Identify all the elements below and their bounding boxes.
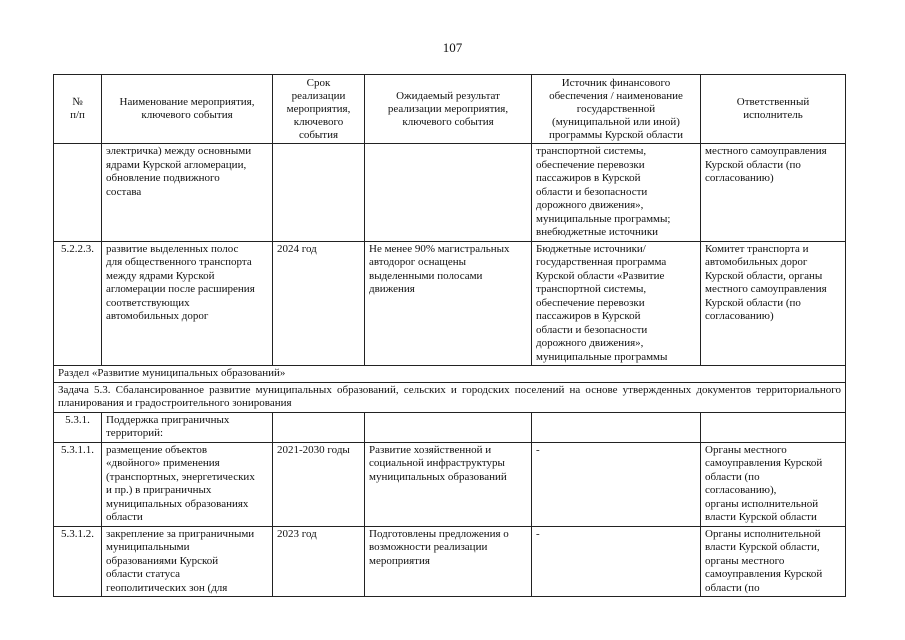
cell-term [273, 144, 365, 242]
task-title: Задача 5.3. Сбалансированное развитие муниципальных образований, сельских и городских поселений на основе утвержденных документов территориального планирования и градостроительного зонирования [54, 382, 846, 412]
cell-source: Бюджетные источники/ государственная программа Курской области «Развитие транспортной системы, обеспечение перевозки пассажиров в Курской области и безопасности дорожного движения», муниципальные программы [532, 241, 701, 366]
cell-num: 5.3.1.1. [54, 442, 102, 526]
measures-table [53, 74, 846, 597]
cell-num: 5.3.1. [54, 412, 102, 442]
cell-source: - [532, 526, 701, 597]
page-number: 107 [442, 40, 463, 55]
cell-result: Не менее 90% магистральных автодорог оснащены выделенными полосами движения [365, 241, 532, 366]
cell-num: 5.3.1.2. [54, 526, 102, 597]
cell-result [365, 144, 532, 242]
header-name: Наименование мероприятия, ключевого события [102, 75, 273, 144]
section-row [54, 366, 846, 383]
cell-source: транспортной системы, обеспечение перевозки пассажиров в Курской области и безопасности дорожного движения», муниципальные программы; внебюджетные источники [532, 144, 701, 242]
cell-source: - [532, 442, 701, 526]
cell-name: развитие выделенных полос для общественного транспорта между ядрами Курской агломерации после расширения соответствующих автомобильных дорог [102, 241, 273, 366]
cell-term: 2021-2030 годы [273, 442, 365, 526]
header-term: Срок реализации мероприятия, ключевого события [273, 75, 365, 144]
cell-term [273, 412, 365, 442]
header-executor: Ответственный исполнитель [701, 75, 846, 144]
task-row [54, 382, 846, 412]
cell-num [54, 144, 102, 242]
cell-term: 2024 год [273, 241, 365, 366]
cell-name: Поддержка приграничных территорий: [102, 412, 273, 442]
cell-name: закрепление за приграничными муниципальными образованиями Курской области статуса геополитических зон (для [102, 526, 273, 597]
cell-term: 2023 год [273, 526, 365, 597]
cell-name: размещение объектов «двойного» применения (транспортных, энергетических и пр.) в приграничных муниципальных образованиях области [102, 442, 273, 526]
cell-result: Развитие хозяйственной и социальной инфраструктуры муниципальных образований [365, 442, 532, 526]
cell-source [532, 412, 701, 442]
cell-name: электричка) между основными ядрами Курской агломерации, обновление подвижного состава [102, 144, 273, 242]
cell-executor [701, 412, 846, 442]
cell-result [365, 412, 532, 442]
header-source: Источник финансового обеспечения / наименование государственной (муниципальной или иной) программы Курской области [532, 75, 701, 144]
cell-num: 5.2.2.3. [54, 241, 102, 366]
cell-executor: местного самоуправления Курской области (по согласованию) [701, 144, 846, 242]
header-num: № п/п [54, 75, 102, 144]
cell-executor: Комитет транспорта и автомобильных дорог Курской области, органы местного самоуправления Курской области (по согласованию) [701, 241, 846, 366]
table-row-continuation [54, 144, 846, 242]
section-title: Раздел «Развитие муниципальных образований» [54, 366, 846, 383]
header-row [54, 75, 846, 144]
cell-executor: Органы исполнительной власти Курской области, органы местного самоуправления Курской области (по [701, 526, 846, 597]
table-row-5-3-1-1 [54, 442, 846, 526]
cell-result: Подготовлены предложения о возможности реализации мероприятия [365, 526, 532, 597]
table-row-5-2-2-3 [54, 241, 846, 366]
table-row-5-3-1 [54, 412, 846, 442]
header-result: Ожидаемый результат реализации мероприятия, ключевого события [365, 75, 532, 144]
cell-executor: Органы местного самоуправления Курской области (по согласованию), органы исполнительной власти Курской области [701, 442, 846, 526]
table-row-5-3-1-2 [54, 526, 846, 597]
